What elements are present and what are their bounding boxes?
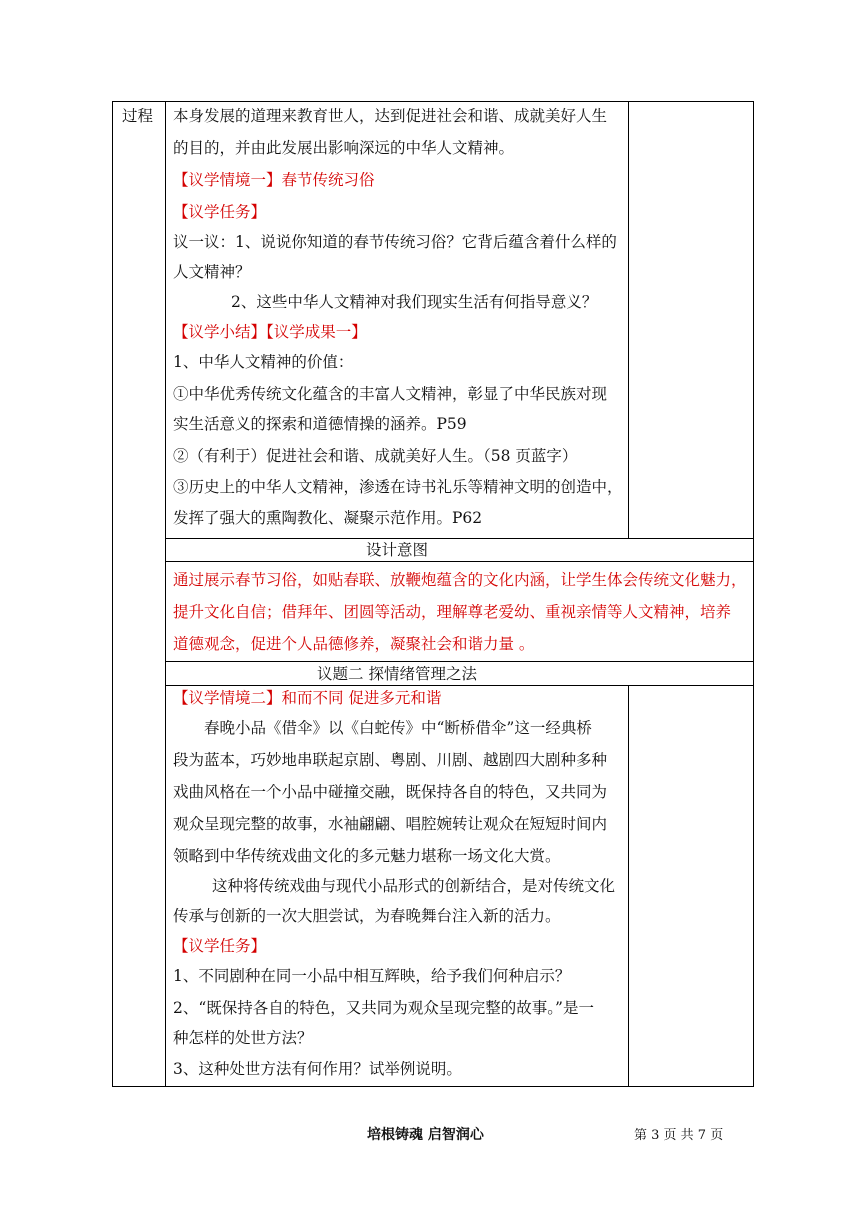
body-line: 的目的，并由此发展出影响深远的中华人文精神。 xyxy=(173,139,515,157)
table-notes-divider-upper xyxy=(628,101,629,538)
row-divider-design-body xyxy=(165,561,754,562)
table-bottom-border xyxy=(112,1086,754,1087)
task-two-line: 种怎样的处世方法？ xyxy=(173,1029,313,1047)
task-line: 议一议：1、说说你知道的春节传统习俗？它背后蕴含着什么样的 xyxy=(173,233,617,251)
table-notes-divider-lower xyxy=(628,685,629,1087)
table-right-border xyxy=(753,101,754,1087)
situation-one-title: 【议学情境一】春节传统习俗 xyxy=(173,171,375,189)
summary-line: 1、中华人文精神的价值： xyxy=(173,353,354,371)
task-line: 人文精神？ xyxy=(173,263,251,281)
topic-two-heading: 议题二 探情绪管理之法 xyxy=(317,665,477,683)
paragraph-line: 传承与创新的一次大胆尝试，为春晚舞台注入新的活力。 xyxy=(173,907,561,925)
paragraph-line: 段为蓝本，巧妙地串联起京剧、粤剧、川剧、越剧四大剧种多种 xyxy=(173,751,608,769)
task-two-line: 2、“既保持各自的特色，又共同为观众呈现完整的故事。”是一 xyxy=(173,999,594,1017)
summary-line: ③历史上的中华人文精神，渗透在诗书礼乐等精神文明的创造中， xyxy=(173,478,623,496)
task-two-line: 3、这种处世方法有何作用？试举例说明。 xyxy=(173,1060,462,1078)
summary-line: 发挥了强大的熏陶教化、凝聚示范作用。P62 xyxy=(173,509,483,527)
task-title: 【议学任务】 xyxy=(173,203,267,221)
page-number: 第 3 页 共 7 页 xyxy=(634,1128,724,1143)
design-line: 提升文化自信；借拜年、团圆等活动，理解尊老爱幼、重视亲情等人文精神，培养 xyxy=(173,603,732,621)
paragraph-line: 戏曲风格在一个小品中碰撞交融，既保持各自的特色，又共同为 xyxy=(173,783,608,801)
paragraph-line: 春晚小品《借伞》以《白蛇传》中“断桥借伞”这一经典桥 xyxy=(204,719,592,737)
summary-line: ②（有利于）促进社会和谐、成就美好人生。（58 页蓝字） xyxy=(173,447,578,465)
summary-line: ①中华优秀传统文化蕴含的丰富人文精神，彰显了中华民族对现 xyxy=(173,385,608,403)
body-line: 本身发展的道理来教育世人，达到促进社会和谐、成就美好人生 xyxy=(173,107,608,125)
summary-title: 【议学小结】【议学成果一】 xyxy=(173,323,367,341)
task-line: 2、这些中华人文精神对我们现实生活有何指导意义？ xyxy=(231,293,598,311)
table-left-border xyxy=(112,101,113,1087)
design-heading: 设计意图 xyxy=(365,541,428,559)
row-divider-topic2-body xyxy=(165,685,754,686)
paragraph-line: 观众呈现完整的故事，水袖翩翩、唱腔婉转让观众在短短时间内 xyxy=(173,815,608,833)
task-two-title: 【议学任务】 xyxy=(173,937,267,955)
situation-two-title: 【议学情境二】和而不同 促进多元和谐 xyxy=(173,689,442,707)
paragraph-line: 这种将传统戏曲与现代小品形式的创新结合，是对传统文化 xyxy=(212,877,616,895)
row-divider-topic2 xyxy=(165,661,754,662)
design-line: 通过展示春节习俗，如贴春联、放鞭炮蕴含的文化内涵，让学生体会传统文化魅力， xyxy=(173,571,747,589)
summary-line: 实生活意义的探索和道德情操的涵养。P59 xyxy=(173,415,467,433)
design-line: 道德观念，促进个人品德修养，凝聚社会和谐力量 。 xyxy=(173,635,535,653)
process-label: 过程 xyxy=(122,107,154,125)
row-divider-design xyxy=(165,538,754,539)
paragraph-line: 领略到中华传统戏曲文化的多元魅力堪称一场文化大赏。 xyxy=(173,847,561,865)
table-column-divider xyxy=(165,101,166,1087)
task-two-line: 1、不同剧种在同一小品中相互辉映，给予我们何种启示？ xyxy=(173,967,571,985)
footer-motto: 培根铸魂 启智润心 xyxy=(367,1127,484,1143)
table-top-border xyxy=(112,101,754,102)
